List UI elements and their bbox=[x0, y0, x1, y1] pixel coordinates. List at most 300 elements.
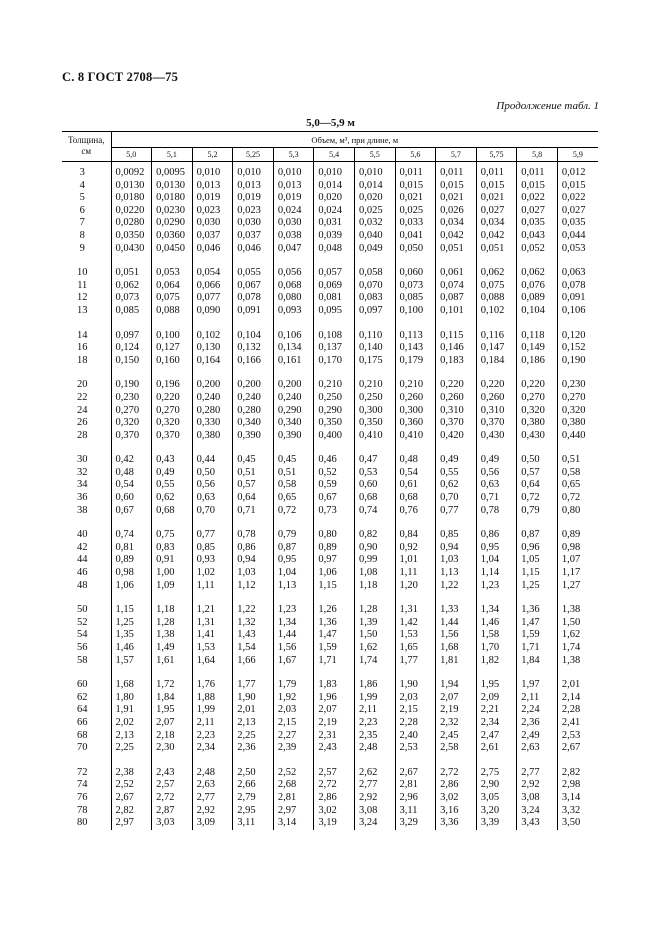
volume-cell: 0,023 bbox=[192, 205, 233, 218]
volume-cell: 0,72 bbox=[517, 492, 558, 505]
volume-cell: 2,30 bbox=[152, 742, 193, 755]
volume-cell: 0,164 bbox=[192, 355, 233, 368]
volume-cell: 0,220 bbox=[476, 379, 517, 392]
volume-cell: 0,58 bbox=[273, 479, 314, 492]
volume-cell: 0,013 bbox=[273, 180, 314, 193]
volume-cell: 0,85 bbox=[192, 542, 233, 555]
volume-cell: 0,024 bbox=[314, 205, 355, 218]
thickness-cell: 4 bbox=[62, 180, 111, 193]
volume-cell: 0,260 bbox=[395, 392, 436, 405]
volume-cell: 1,15 bbox=[314, 580, 355, 593]
volume-cell: 0,63 bbox=[476, 479, 517, 492]
volume-cell: 0,015 bbox=[557, 180, 598, 193]
thickness-cell: 40 bbox=[62, 529, 111, 542]
continuation-note: Продолжение табл. 1 bbox=[496, 100, 599, 112]
volume-cell: 0,270 bbox=[152, 405, 193, 418]
volume-cell: 0,79 bbox=[517, 505, 558, 518]
table-row bbox=[62, 292, 598, 305]
volume-cell: 1,88 bbox=[192, 692, 233, 705]
volume-cell: 2,81 bbox=[273, 792, 314, 805]
volume-cell: 0,064 bbox=[152, 280, 193, 293]
volume-cell: 0,49 bbox=[476, 454, 517, 467]
length-header-cell: 5,0 bbox=[111, 148, 152, 162]
volume-cell: 1,95 bbox=[152, 704, 193, 717]
volume-cell: 1,95 bbox=[476, 679, 517, 692]
thickness-cell: 20 bbox=[62, 379, 111, 392]
group-spacer bbox=[62, 592, 598, 604]
volume-cell: 1,99 bbox=[354, 692, 395, 705]
volume-cell: 1,80 bbox=[111, 692, 152, 705]
volume-cell: 0,94 bbox=[436, 542, 477, 555]
volume-cell: 0,033 bbox=[395, 217, 436, 230]
volume-cell: 2,13 bbox=[233, 717, 274, 730]
volume-cell: 0,012 bbox=[557, 162, 598, 180]
volume-cell: 0,280 bbox=[192, 405, 233, 418]
volume-cell: 0,095 bbox=[314, 305, 355, 318]
table-row bbox=[62, 642, 598, 655]
volume-cell: 0,240 bbox=[233, 392, 274, 405]
volume-cell: 0,76 bbox=[395, 505, 436, 518]
volume-cell: 0,64 bbox=[233, 492, 274, 505]
thickness-cell: 5 bbox=[62, 192, 111, 205]
volume-cell: 0,86 bbox=[233, 542, 274, 555]
thickness-cell: 3 bbox=[62, 162, 111, 180]
table-row bbox=[62, 817, 598, 830]
volume-cell: 1,13 bbox=[273, 580, 314, 593]
volume-cell: 0,137 bbox=[314, 342, 355, 355]
volume-cell: 1,59 bbox=[517, 629, 558, 642]
volume-cell: 0,101 bbox=[436, 305, 477, 318]
volume-cell: 1,72 bbox=[152, 679, 193, 692]
table-row bbox=[62, 767, 598, 780]
volume-cell: 0,60 bbox=[111, 492, 152, 505]
volume-cell: 1,02 bbox=[192, 567, 233, 580]
table-row bbox=[62, 580, 598, 593]
volume-cell: 0,67 bbox=[314, 492, 355, 505]
volume-cell: 1,90 bbox=[395, 679, 436, 692]
volume-cell: 0,380 bbox=[517, 417, 558, 430]
thickness-cell: 70 bbox=[62, 742, 111, 755]
volume-cell: 0,0180 bbox=[111, 192, 152, 205]
volume-cell: 2,23 bbox=[192, 730, 233, 743]
group-spacer bbox=[62, 755, 598, 767]
volume-cell: 0,124 bbox=[111, 342, 152, 355]
volume-cell: 0,170 bbox=[314, 355, 355, 368]
table-row bbox=[62, 479, 598, 492]
volume-cell: 1,07 bbox=[557, 554, 598, 567]
volume-cell: 0,044 bbox=[557, 230, 598, 243]
volume-cell: 0,48 bbox=[395, 454, 436, 467]
thickness-header bbox=[62, 132, 111, 162]
thickness-cell: 28 bbox=[62, 430, 111, 443]
table-row bbox=[62, 467, 598, 480]
volume-cell: 0,073 bbox=[111, 292, 152, 305]
volume-cell: 2,11 bbox=[192, 717, 233, 730]
volume-cell: 1,49 bbox=[152, 642, 193, 655]
thickness-cell: 76 bbox=[62, 792, 111, 805]
volume-cell: 0,57 bbox=[517, 467, 558, 480]
volume-cell: 1,46 bbox=[476, 617, 517, 630]
volume-cell: 3,08 bbox=[517, 792, 558, 805]
volume-cell: 0,013 bbox=[192, 180, 233, 193]
volume-cell: 0,081 bbox=[314, 292, 355, 305]
volume-cell: 0,120 bbox=[557, 330, 598, 343]
volume-cell: 1,43 bbox=[233, 629, 274, 642]
volume-cell: 2,75 bbox=[476, 767, 517, 780]
volume-cell: 0,87 bbox=[517, 529, 558, 542]
volume-cell: 0,046 bbox=[233, 243, 274, 256]
volume-cell: 1,18 bbox=[354, 580, 395, 593]
length-header-cell: 5,8 bbox=[517, 148, 558, 162]
volume-cell: 0,68 bbox=[152, 505, 193, 518]
volume-cell: 0,98 bbox=[557, 542, 598, 555]
volume-cell: 0,0095 bbox=[152, 162, 193, 180]
volume-cell: 0,066 bbox=[192, 280, 233, 293]
volume-cell: 0,0280 bbox=[111, 217, 152, 230]
volume-cell: 0,118 bbox=[517, 330, 558, 343]
volume-cell: 0,200 bbox=[192, 379, 233, 392]
volume-cell: 0,63 bbox=[192, 492, 233, 505]
volume-cell: 0,0230 bbox=[152, 205, 193, 218]
volume-cell: 2,66 bbox=[233, 779, 274, 792]
volume-cell: 2,19 bbox=[314, 717, 355, 730]
volume-cell: 0,44 bbox=[192, 454, 233, 467]
volume-cell: 0,77 bbox=[436, 505, 477, 518]
volume-cell: 2,07 bbox=[152, 717, 193, 730]
volume-cell: 0,038 bbox=[273, 230, 314, 243]
thickness-cell: 32 bbox=[62, 467, 111, 480]
volume-cell: 1,82 bbox=[476, 655, 517, 668]
volume-cell: 1,08 bbox=[354, 567, 395, 580]
volume-cell: 0,091 bbox=[557, 292, 598, 305]
volume-cell: 0,068 bbox=[273, 280, 314, 293]
volume-cell: 3,02 bbox=[436, 792, 477, 805]
thickness-cell: 66 bbox=[62, 717, 111, 730]
volume-cell: 2,43 bbox=[314, 742, 355, 755]
volume-cell: 2,52 bbox=[273, 767, 314, 780]
length-header-cell: 5,7 bbox=[436, 148, 477, 162]
table-row bbox=[62, 379, 598, 392]
table-row bbox=[62, 417, 598, 430]
volume-cell: 1,67 bbox=[273, 655, 314, 668]
volume-cell: 2,82 bbox=[557, 767, 598, 780]
volume-cell: 0,035 bbox=[517, 217, 558, 230]
volume-cell: 2,48 bbox=[354, 742, 395, 755]
length-header-cell: 5,1 bbox=[152, 148, 193, 162]
volume-cell: 1,34 bbox=[476, 604, 517, 617]
volume-cell: 0,027 bbox=[557, 205, 598, 218]
volume-cell: 0,390 bbox=[273, 430, 314, 443]
volume-cell: 0,190 bbox=[111, 379, 152, 392]
volume-cell: 1,25 bbox=[111, 617, 152, 630]
volume-cell: 0,020 bbox=[314, 192, 355, 205]
volume-cell: 1,86 bbox=[354, 679, 395, 692]
thickness-label: Толщина, bbox=[67, 135, 105, 145]
volume-cell: 1,81 bbox=[436, 655, 477, 668]
volume-cell: 0,0220 bbox=[111, 205, 152, 218]
volume-cell: 0,085 bbox=[395, 292, 436, 305]
volume-cell: 0,380 bbox=[557, 417, 598, 430]
volume-cell: 1,31 bbox=[395, 604, 436, 617]
volume-cell: 0,250 bbox=[314, 392, 355, 405]
volume-cell: 0,280 bbox=[233, 405, 274, 418]
volume-cell: 0,410 bbox=[395, 430, 436, 443]
thickness-cell: 18 bbox=[62, 355, 111, 368]
volume-cell: 0,113 bbox=[395, 330, 436, 343]
volume-cell: 0,063 bbox=[557, 267, 598, 280]
volume-cell: 0,97 bbox=[314, 554, 355, 567]
thickness-cell: 44 bbox=[62, 554, 111, 567]
volume-cell: 0,024 bbox=[273, 205, 314, 218]
volume-cell: 0,71 bbox=[233, 505, 274, 518]
volume-cell: 0,94 bbox=[233, 554, 274, 567]
volume-cell: 0,56 bbox=[476, 467, 517, 480]
volume-cell: 3,36 bbox=[436, 817, 477, 830]
volume-cell: 0,350 bbox=[314, 417, 355, 430]
volume-cell: 0,0092 bbox=[111, 162, 152, 180]
volume-cell: 0,051 bbox=[476, 243, 517, 256]
table-row bbox=[62, 205, 598, 218]
volume-cell: 0,179 bbox=[395, 355, 436, 368]
volume-cell: 2,62 bbox=[354, 767, 395, 780]
volume-cell: 1,77 bbox=[233, 679, 274, 692]
volume-cell: 0,160 bbox=[152, 355, 193, 368]
volume-cell: 0,430 bbox=[517, 430, 558, 443]
volume-cell: 2,40 bbox=[395, 730, 436, 743]
volume-cell: 2,49 bbox=[517, 730, 558, 743]
volume-cell: 2,50 bbox=[233, 767, 274, 780]
thickness-cell: 8 bbox=[62, 230, 111, 243]
volume-cell: 1,79 bbox=[273, 679, 314, 692]
volume-cell: 1,06 bbox=[314, 567, 355, 580]
table-row bbox=[62, 805, 598, 818]
table-row bbox=[62, 180, 598, 193]
thickness-cell: 26 bbox=[62, 417, 111, 430]
volume-cell: 0,025 bbox=[354, 205, 395, 218]
volume-cell: 0,81 bbox=[111, 542, 152, 555]
volume-cell: 0,048 bbox=[314, 243, 355, 256]
volume-cell: 0,50 bbox=[192, 467, 233, 480]
volume-cell: 0,035 bbox=[557, 217, 598, 230]
volume-cell: 1,21 bbox=[192, 604, 233, 617]
volume-cell: 2,31 bbox=[314, 730, 355, 743]
volume-cell: 2,01 bbox=[557, 679, 598, 692]
volume-cell: 0,108 bbox=[314, 330, 355, 343]
volume-cell: 0,037 bbox=[192, 230, 233, 243]
thickness-cell: 24 bbox=[62, 405, 111, 418]
volume-cell: 0,011 bbox=[476, 162, 517, 180]
volume-cell: 2,32 bbox=[436, 717, 477, 730]
volume-cell: 0,330 bbox=[192, 417, 233, 430]
volume-cell: 0,080 bbox=[273, 292, 314, 305]
volume-cell: 0,58 bbox=[557, 467, 598, 480]
volume-cell: 0,410 bbox=[354, 430, 395, 443]
volume-cell: 0,030 bbox=[192, 217, 233, 230]
volume-cell: 2,67 bbox=[557, 742, 598, 755]
volume-cell: 0,62 bbox=[152, 492, 193, 505]
volume-cell: 0,030 bbox=[273, 217, 314, 230]
volume-cell: 0,51 bbox=[233, 467, 274, 480]
volume-cell: 0,52 bbox=[314, 467, 355, 480]
volume-cell: 0,64 bbox=[517, 479, 558, 492]
volume-cell: 2,95 bbox=[233, 805, 274, 818]
volume-cell: 3,14 bbox=[273, 817, 314, 830]
table-row bbox=[62, 629, 598, 642]
volume-cell: 0,370 bbox=[111, 430, 152, 443]
thickness-cell: 6 bbox=[62, 205, 111, 218]
volume-cell: 0,45 bbox=[273, 454, 314, 467]
volume-cell: 1,15 bbox=[517, 567, 558, 580]
volume-cell: 3,08 bbox=[354, 805, 395, 818]
volume-cell: 0,240 bbox=[192, 392, 233, 405]
volume-cell: 2,07 bbox=[436, 692, 477, 705]
table-row bbox=[62, 779, 598, 792]
thickness-cell: 42 bbox=[62, 542, 111, 555]
volume-cell: 1,17 bbox=[557, 567, 598, 580]
volume-cell: 0,100 bbox=[152, 330, 193, 343]
volume-cell: 2,28 bbox=[395, 717, 436, 730]
volume-cell: 2,35 bbox=[354, 730, 395, 743]
volume-cell: 0,65 bbox=[273, 492, 314, 505]
volume-cell: 2,97 bbox=[111, 817, 152, 830]
volume-cell: 0,074 bbox=[436, 280, 477, 293]
volume-cell: 1,54 bbox=[233, 642, 274, 655]
thickness-cell: 50 bbox=[62, 604, 111, 617]
volume-cell: 0,82 bbox=[354, 529, 395, 542]
volume-cell: 0,025 bbox=[395, 205, 436, 218]
volume-cell: 0,161 bbox=[273, 355, 314, 368]
volume-cell: 1,71 bbox=[314, 655, 355, 668]
volume-cell: 1,91 bbox=[111, 704, 152, 717]
group-spacer bbox=[62, 367, 598, 379]
volume-cell: 1,99 bbox=[192, 704, 233, 717]
volume-cell: 0,186 bbox=[517, 355, 558, 368]
volume-cell: 1,44 bbox=[273, 629, 314, 642]
volume-cell: 0,019 bbox=[233, 192, 274, 205]
volume-cell: 2,15 bbox=[273, 717, 314, 730]
volume-cell: 0,022 bbox=[557, 192, 598, 205]
volume-cell: 0,127 bbox=[152, 342, 193, 355]
volume-cell: 0,43 bbox=[152, 454, 193, 467]
volume-cell: 1,32 bbox=[233, 617, 274, 630]
volume-cell: 0,68 bbox=[354, 492, 395, 505]
volume-cell: 0,60 bbox=[354, 479, 395, 492]
volume-cell: 0,070 bbox=[354, 280, 395, 293]
volume-cell: 2,43 bbox=[152, 767, 193, 780]
volume-cell: 1,27 bbox=[557, 580, 598, 593]
thickness-cell: 72 bbox=[62, 767, 111, 780]
volume-cell: 1,26 bbox=[314, 604, 355, 617]
volume-cell: 0,021 bbox=[476, 192, 517, 205]
table-row bbox=[62, 192, 598, 205]
table-row bbox=[62, 617, 598, 630]
volume-cell: 2,09 bbox=[476, 692, 517, 705]
volume-cell: 2,63 bbox=[517, 742, 558, 755]
thickness-cell: 34 bbox=[62, 479, 111, 492]
volume-cell: 0,075 bbox=[152, 292, 193, 305]
volume-cell: 0,430 bbox=[476, 430, 517, 443]
volume-cell: 3,39 bbox=[476, 817, 517, 830]
volume-cell: 2,72 bbox=[314, 779, 355, 792]
table-row bbox=[62, 342, 598, 355]
volume-cell: 1,25 bbox=[517, 580, 558, 593]
volume-cell: 1,90 bbox=[233, 692, 274, 705]
volume-cell: 2,67 bbox=[111, 792, 152, 805]
table-row bbox=[62, 742, 598, 755]
volume-cell: 0,80 bbox=[314, 529, 355, 542]
volume-cell: 0,147 bbox=[476, 342, 517, 355]
table-header bbox=[62, 132, 598, 162]
volume-cell: 2,77 bbox=[192, 792, 233, 805]
volume-cell: 0,042 bbox=[436, 230, 477, 243]
volume-cell: 1,71 bbox=[517, 642, 558, 655]
volume-cell: 0,089 bbox=[517, 292, 558, 305]
volume-cell: 3,20 bbox=[476, 805, 517, 818]
volume-cell: 0,040 bbox=[354, 230, 395, 243]
length-header-cell: 5,9 bbox=[557, 148, 598, 162]
length-range-title: 5,0—5,9 м bbox=[306, 117, 355, 129]
volume-cell: 0,0360 bbox=[152, 230, 193, 243]
volume-cell: 0,54 bbox=[395, 467, 436, 480]
volume-cell: 0,085 bbox=[111, 305, 152, 318]
volume-cell: 0,200 bbox=[273, 379, 314, 392]
volume-cell: 0,196 bbox=[152, 379, 193, 392]
volume-cell: 1,64 bbox=[192, 655, 233, 668]
volume-cell: 1,15 bbox=[111, 604, 152, 617]
group-spacer bbox=[62, 255, 598, 267]
volume-cell: 0,90 bbox=[354, 542, 395, 555]
table-row bbox=[62, 454, 598, 467]
volume-cell: 0,027 bbox=[517, 205, 558, 218]
volume-cell: 0,51 bbox=[557, 454, 598, 467]
volume-cell: 0,57 bbox=[233, 479, 274, 492]
volume-cell: 2,23 bbox=[354, 717, 395, 730]
volume-cell: 1,62 bbox=[354, 642, 395, 655]
volume-cell: 0,89 bbox=[111, 554, 152, 567]
thickness-cell: 62 bbox=[62, 692, 111, 705]
volume-cell: 0,053 bbox=[152, 267, 193, 280]
volume-cell: 1,23 bbox=[476, 580, 517, 593]
volume-cell: 0,49 bbox=[152, 467, 193, 480]
volume-cell: 2,02 bbox=[111, 717, 152, 730]
volume-cell: 0,310 bbox=[436, 405, 477, 418]
table-row bbox=[62, 230, 598, 243]
volume-cell: 0,100 bbox=[395, 305, 436, 318]
volume-cell: 0,67 bbox=[111, 505, 152, 518]
volume-cell: 0,0180 bbox=[152, 192, 193, 205]
length-header-cell: 5,6 bbox=[395, 148, 436, 162]
volume-cell: 0,42 bbox=[111, 454, 152, 467]
volume-table bbox=[62, 131, 598, 830]
thickness-cell: 12 bbox=[62, 292, 111, 305]
volume-cell: 0,85 bbox=[436, 529, 477, 542]
volume-cell: 0,014 bbox=[314, 180, 355, 193]
volume-cell: 2,07 bbox=[314, 704, 355, 717]
table-row bbox=[62, 355, 598, 368]
volume-cell: 1,70 bbox=[476, 642, 517, 655]
thickness-cell: 14 bbox=[62, 330, 111, 343]
volume-cell: 0,91 bbox=[152, 554, 193, 567]
volume-cell: 0,030 bbox=[233, 217, 274, 230]
volume-cell: 2,45 bbox=[436, 730, 477, 743]
volume-cell: 0,083 bbox=[354, 292, 395, 305]
volume-cell: 1,05 bbox=[517, 554, 558, 567]
volume-cell: 0,130 bbox=[192, 342, 233, 355]
thickness-cell: 74 bbox=[62, 779, 111, 792]
volume-cell: 0,370 bbox=[476, 417, 517, 430]
volume-cell: 0,039 bbox=[314, 230, 355, 243]
table-row bbox=[62, 529, 598, 542]
